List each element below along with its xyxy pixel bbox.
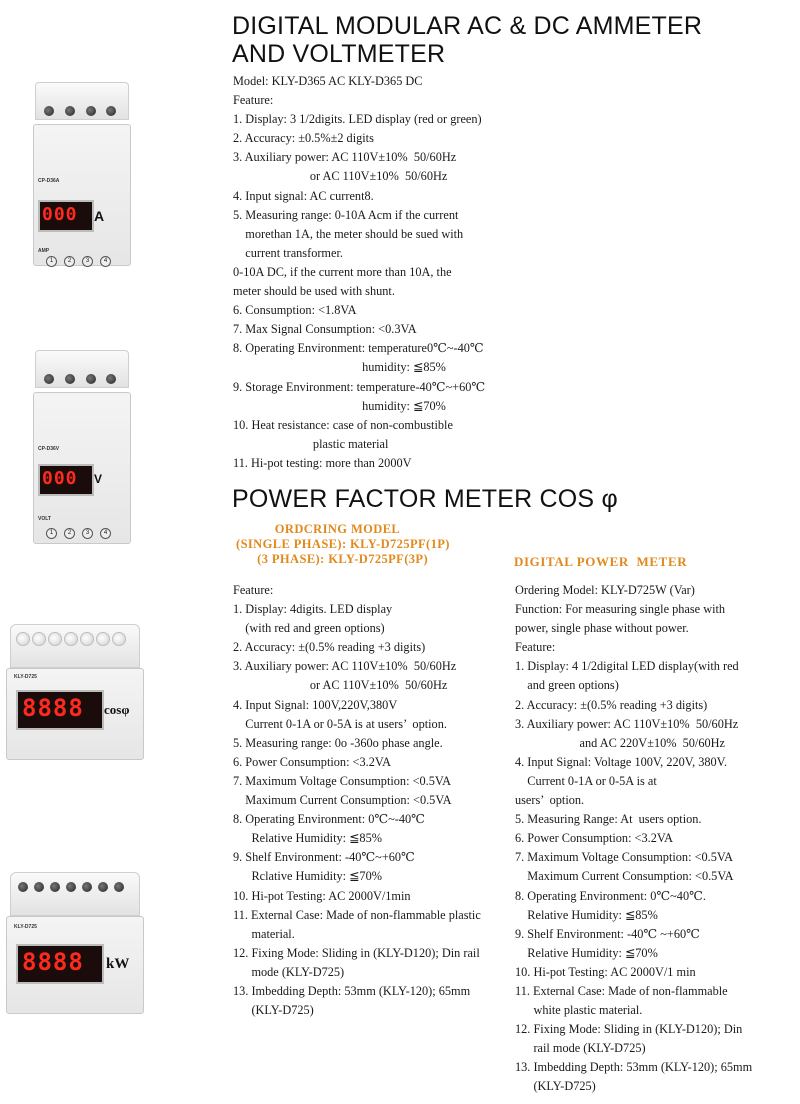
pf-meter-model-label: KLY-D725 xyxy=(14,674,37,680)
power-meter-line: Maximum Current Consumption: <0.5VA xyxy=(515,869,734,884)
pf-meter-line: 3. Auxiliary power: AC 110V±10% 50/60Hz xyxy=(233,659,457,674)
pf-meter-line: 10. Hi-pot Testing: AC 2000V/1min xyxy=(233,888,411,903)
section1-line: 10. Heat resistance: case of non-combustible xyxy=(233,417,453,432)
power-meter-line: 12. Fixing Mode: Sliding in (KLY-D120); Din xyxy=(515,1022,743,1037)
power-meter-feature-list xyxy=(515,581,752,1097)
ammeter-model-label: CP-D36A xyxy=(38,178,60,184)
section1-line: 2. Accuracy: ±0.5%±2 digits xyxy=(233,131,374,146)
section1-line: 3. Auxiliary power: AC 110V±10% 50/60Hz xyxy=(233,150,457,165)
power-meter-line: 6. Power Consumption: <3.2VA xyxy=(515,831,674,846)
section1-line: 4. Input signal: AC current8. xyxy=(233,188,374,203)
power-meter-line: and AC 220V±10% 50/60Hz xyxy=(515,735,725,750)
pf-meter-line: 2. Accuracy: ±(0.5% reading +3 digits) xyxy=(233,640,426,655)
pf-meter-line: (with red and green options) xyxy=(233,621,385,636)
power-meter-line: rail mode (KLY-D725) xyxy=(515,1041,646,1056)
power-meter-line: power, single phase without power. xyxy=(515,621,689,636)
voltmeter-led-digits: 000 xyxy=(42,468,78,489)
ammeter-product-image: CP-D36A 000 A AMP 1 2 3 4 xyxy=(30,78,130,278)
section2-title: POWER FACTOR METER COS φ xyxy=(232,485,618,513)
section1-line: 11. Hi-pot testing: more than 2000V xyxy=(233,455,412,470)
pf-meter-line: 1. Display: 4digits. LED display xyxy=(233,602,393,617)
power-meter-line: Ordering Model: KLY-D725W (Var) xyxy=(515,583,695,597)
pf-meter-line: 7. Maximum Voltage Consumption: <0.5VA xyxy=(233,773,452,788)
power-meter-line: and green options) xyxy=(515,678,619,693)
power-meter-line: Relative Humidity: ≦85% xyxy=(515,907,658,922)
section1-line: humidity: ≦70% xyxy=(233,398,446,413)
power-meter-line: Current 0-1A or 0-5A is at xyxy=(515,773,657,788)
pf-meter-line: Feature: xyxy=(233,583,274,597)
section1-feature-list xyxy=(233,72,485,473)
pf-meter-unit: cosφ xyxy=(104,702,130,717)
power-meter-line: Function: For measuring single phase with xyxy=(515,602,726,617)
section1-line: 6. Consumption: <1.8VA xyxy=(233,303,357,318)
section1-line: Model: KLY-D365 AC KLY-D365 DC xyxy=(233,74,423,88)
power-meter-line: 5. Measuring Range: At users option. xyxy=(515,812,702,827)
pf-meter-line: or AC 110V±10% 50/60Hz xyxy=(233,678,448,693)
power-meter-unit: kW xyxy=(106,956,130,972)
pf-meter-line: Relative Humidity: ≦85% xyxy=(233,831,382,846)
section1-line: 1. Display: 3 1/2digits. LED display (red or green) xyxy=(233,112,482,127)
power-meter-line: 4. Input Signal: Voltage 100V, 220V, 380V. xyxy=(515,754,728,769)
ammeter-led-digits: 000 xyxy=(42,204,78,225)
ordering-model-line3: (3 PHASE): KLY-D725PF(3P) xyxy=(236,552,429,566)
section1-line: humidity: ≦85% xyxy=(233,360,446,375)
power-meter-line: 11. External Case: Made of non-flammable xyxy=(515,983,728,998)
power-meter-line: 8. Operating Environment: 0℃~40℃. xyxy=(515,888,706,903)
voltmeter-product-image: CP-D36V 000 V VOLT 1 2 3 4 xyxy=(30,346,130,546)
pf-meter-line: 13. Imbedding Depth: 53mm (KLY-120); 65mm xyxy=(233,983,471,998)
power-meter-line: users’ option. xyxy=(515,793,585,808)
power-meter-led-digits: 8888 xyxy=(22,948,84,976)
pf-meter-line: mode (KLY-D725) xyxy=(233,964,345,979)
section1-line: or AC 110V±10% 50/60Hz xyxy=(233,169,448,184)
power-meter-line: 13. Imbedding Depth: 53mm (KLY-120); 65mm xyxy=(515,1060,753,1075)
pf-meter-line: 12. Fixing Mode: Sliding in (KLY-D120); Din rail xyxy=(233,945,480,960)
pf-meter-line: (KLY-D725) xyxy=(233,1003,314,1018)
pf-meter-line: Current 0-1A or 0-5A is at users’ option. xyxy=(233,716,447,731)
section1-line: 7. Max Signal Consumption: <0.3VA xyxy=(233,322,417,337)
section1-line: 5. Measuring range: 0-10A Acm if the current xyxy=(233,207,459,222)
power-meter-line: 2. Accuracy: ±(0.5% reading +3 digits) xyxy=(515,697,708,712)
ordering-model-line1: ORDCRING MODEL xyxy=(236,522,401,536)
section1-line: morethan 1A, the meter should be sued with xyxy=(233,226,464,241)
pf-meter-line: Maximum Current Consumption: <0.5VA xyxy=(233,793,452,808)
pf-meter-product-image xyxy=(4,624,144,774)
power-meter-product-image xyxy=(4,872,144,1022)
pf-meter-led-digits: 8888 xyxy=(22,694,84,722)
pf-meter-line: 6. Power Consumption: <3.2VA xyxy=(233,754,392,769)
section1-line: Feature: xyxy=(233,93,274,108)
voltmeter-model-label: CP-D36V xyxy=(38,446,60,452)
ammeter-unit: A xyxy=(94,208,105,224)
power-meter-line: Relative Humidity: ≦70% xyxy=(515,945,658,960)
ammeter-footer-label: AMP xyxy=(38,248,50,254)
voltmeter-footer-label: VOLT xyxy=(38,516,51,522)
pf-meter-line: 9. Shelf Environment: -40℃~+60℃ xyxy=(233,850,415,865)
pf-meter-feature-list xyxy=(233,581,481,1020)
power-meter-line: 7. Maximum Voltage Consumption: <0.5VA xyxy=(515,850,734,865)
digital-power-meter-title: DIGITAL POWER METER xyxy=(514,554,688,569)
pf-meter-line: 4. Input Signal: 100V,220V,380V xyxy=(233,697,398,712)
section1-line: plastic material xyxy=(233,436,389,451)
pf-meter-line: 8. Operating Environment: 0℃~-40℃ xyxy=(233,812,425,827)
power-meter-model-label: KLY-D725 xyxy=(14,924,37,930)
pf-meter-line: material. xyxy=(233,926,295,941)
pf-meter-line: 11. External Case: Made of non-flammable plastic xyxy=(233,907,481,922)
pf-meter-line: 5. Measuring range: 0o -360o phase angle. xyxy=(233,735,443,750)
power-meter-line: 3. Auxiliary power: AC 110V±10% 50/60Hz xyxy=(515,716,739,731)
power-meter-line: 1. Display: 4 1/2digital LED display(with red xyxy=(515,659,739,674)
power-meter-line: 10. Hi-pot Testing: AC 2000V/1 min xyxy=(515,964,696,979)
power-meter-line: 9. Shelf Environment: -40℃ ~+60℃ xyxy=(515,926,700,941)
section1-line: 8. Operating Environment: temperature0℃~-40℃ xyxy=(233,341,484,356)
power-meter-line: (KLY-D725) xyxy=(515,1079,596,1094)
voltmeter-unit: V xyxy=(94,472,103,486)
power-meter-line: Feature: xyxy=(515,640,556,655)
section1-title-line1: DIGITAL MODULAR AC & DC AMMETER xyxy=(232,12,703,40)
section1-line: meter should be used with shunt. xyxy=(233,284,395,299)
power-meter-line: white plastic material. xyxy=(515,1003,643,1018)
section1-line: current transformer. xyxy=(233,245,343,260)
pf-meter-line: Rclative Humidity: ≦70% xyxy=(233,869,382,884)
section1-line: 9. Storage Environment: temperature-40℃~+60℃ xyxy=(233,379,486,394)
ordering-model-line2: (SINGLE PHASE): KLY-D725PF(1P) xyxy=(236,537,450,551)
section1-title-line2: AND VOLTMETER xyxy=(232,40,446,68)
section1-line: 0-10A DC, if the current more than 10A, the xyxy=(233,264,452,279)
